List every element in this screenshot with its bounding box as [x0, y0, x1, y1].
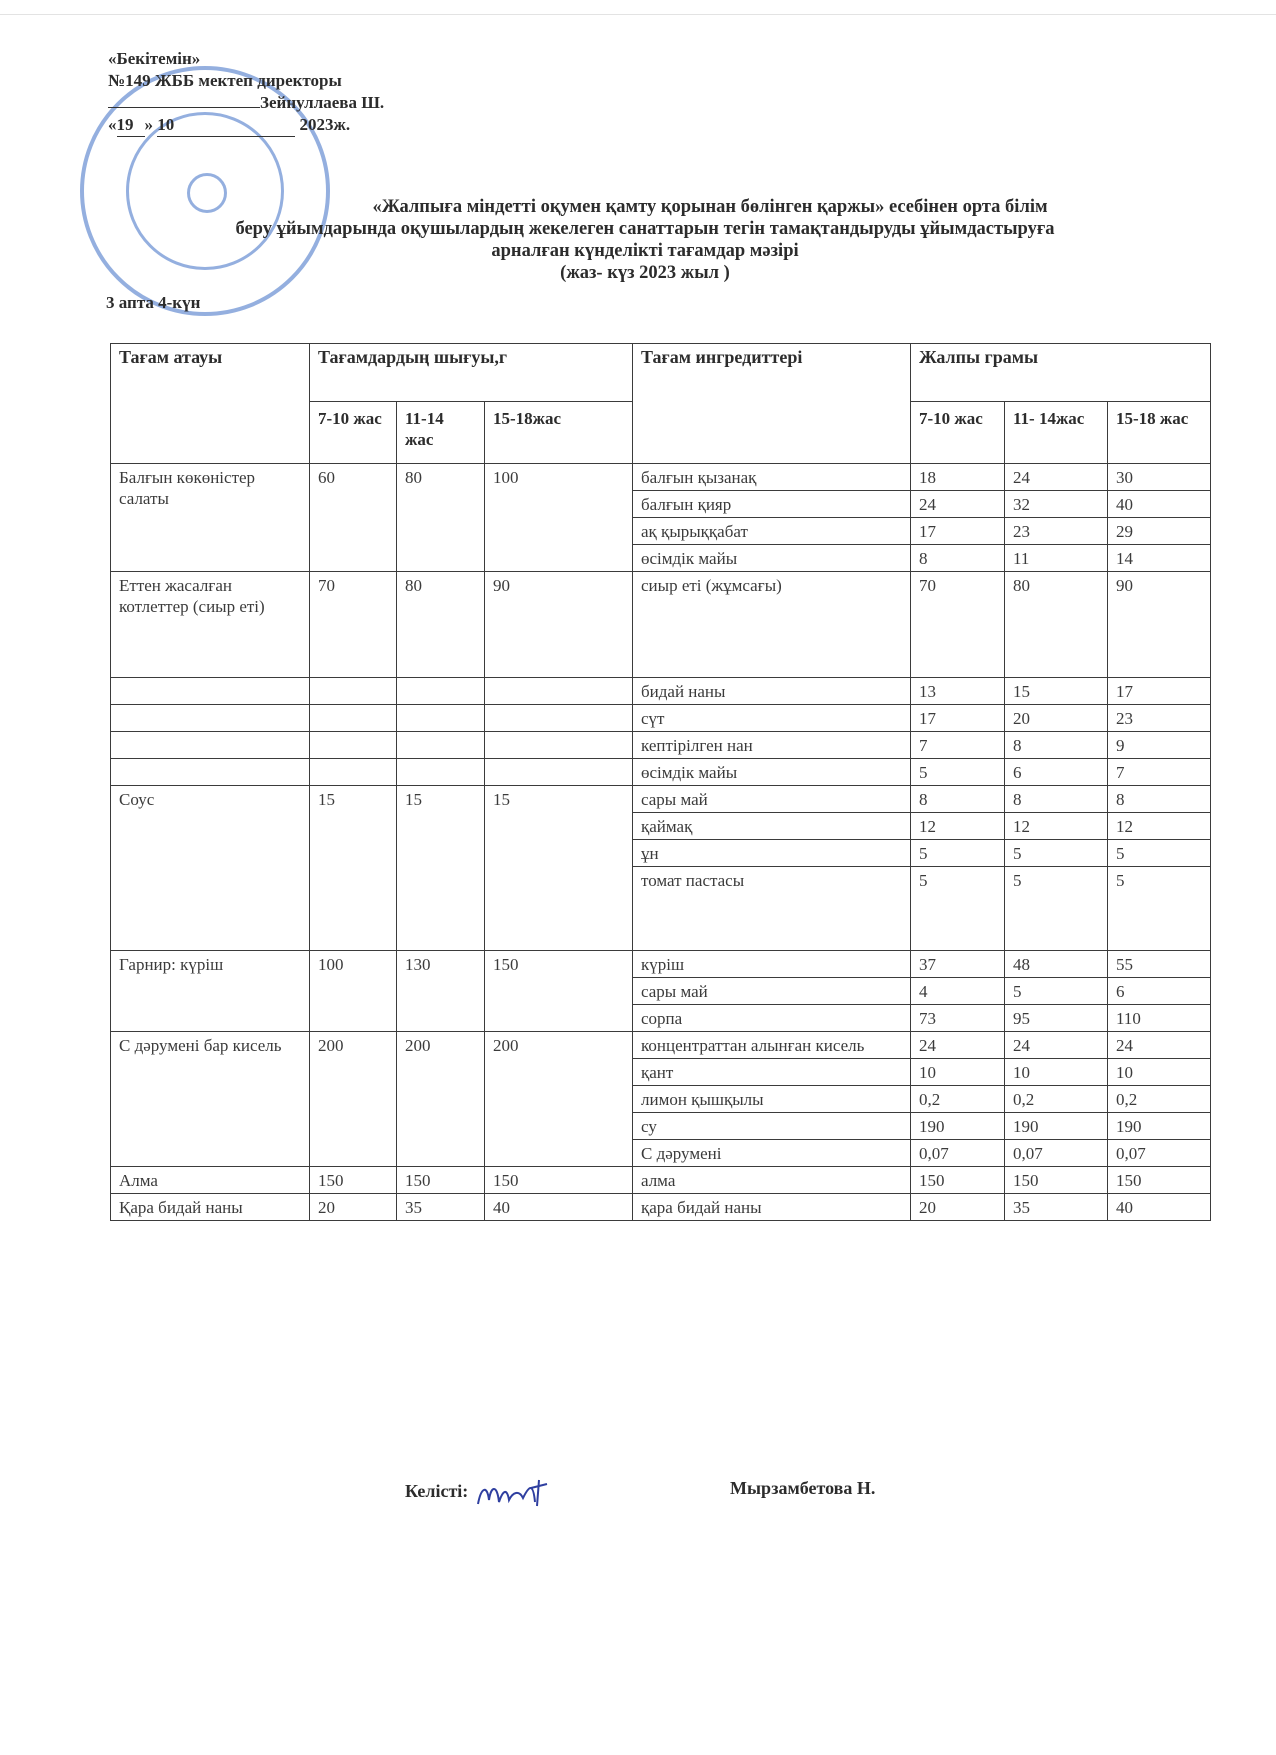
- total-2: 80: [1005, 572, 1108, 678]
- ingredient: өсімдік майы: [633, 759, 911, 786]
- total-1: 8: [911, 545, 1005, 572]
- total-2: 32: [1005, 491, 1108, 518]
- total-3: 17: [1108, 678, 1211, 705]
- header-yield: Тағамдардың шығуы,г: [310, 344, 633, 402]
- empty-cell: [111, 678, 310, 705]
- date-year: 2023ж.: [299, 115, 351, 134]
- total-1: 70: [911, 572, 1005, 678]
- total-3: 6: [1108, 978, 1211, 1005]
- total-3: 0,2: [1108, 1086, 1211, 1113]
- week-day-label: 3 апта 4-күн: [106, 293, 201, 312]
- total-1: 7: [911, 732, 1005, 759]
- agreed-person-name: Мырзамбетова Н.: [730, 1478, 876, 1498]
- menu-table: [110, 343, 1211, 1221]
- ingredient: өсімдік майы: [633, 545, 911, 572]
- total-1: 20: [911, 1194, 1005, 1221]
- total-2: 150: [1005, 1167, 1108, 1194]
- total-2: 35: [1005, 1194, 1108, 1221]
- total-3: 55: [1108, 951, 1211, 978]
- total-3: 24: [1108, 1032, 1211, 1059]
- yield-1: 100: [310, 951, 397, 1032]
- table-row: [111, 678, 1211, 705]
- header-total-age-1: 7-10 жас: [911, 402, 1005, 464]
- ingredient: бидай наны: [633, 678, 911, 705]
- date-month: 10: [157, 114, 295, 137]
- total-2: 20: [1005, 705, 1108, 732]
- total-3: 90: [1108, 572, 1211, 678]
- total-2: 15: [1005, 678, 1108, 705]
- total-1: 17: [911, 705, 1005, 732]
- dish-name: Балғын көкөністер салаты: [111, 464, 310, 572]
- total-2: 6: [1005, 759, 1108, 786]
- title-line-4: (жаз- күз 2023 жыл ): [560, 263, 730, 283]
- total-3: 5: [1108, 867, 1211, 951]
- total-1: 10: [911, 1059, 1005, 1086]
- table-row: [111, 1167, 1211, 1194]
- empty-cell: [310, 759, 397, 786]
- total-2: 5: [1005, 840, 1108, 867]
- total-1: 18: [911, 464, 1005, 491]
- yield-1: 200: [310, 1032, 397, 1167]
- total-3: 12: [1108, 813, 1211, 840]
- approval-signature-row: [108, 92, 384, 114]
- yield-3: 200: [485, 1032, 633, 1167]
- empty-cell: [485, 759, 633, 786]
- total-3: 10: [1108, 1059, 1211, 1086]
- yield-1: 150: [310, 1167, 397, 1194]
- header-ingredients: Тағам ингредиттері: [633, 344, 911, 464]
- ingredient: күріш: [633, 951, 911, 978]
- total-1: 12: [911, 813, 1005, 840]
- yield-3: 100: [485, 464, 633, 572]
- total-2: 8: [1005, 732, 1108, 759]
- empty-cell: [310, 678, 397, 705]
- total-3: 30: [1108, 464, 1211, 491]
- total-1: 190: [911, 1113, 1005, 1140]
- table-row: [111, 732, 1211, 759]
- table-row: [111, 705, 1211, 732]
- table-row: [111, 951, 1211, 978]
- total-2: 95: [1005, 1005, 1108, 1032]
- ingredient: сорпа: [633, 1005, 911, 1032]
- yield-2: 130: [397, 951, 485, 1032]
- total-3: 7: [1108, 759, 1211, 786]
- header-total-age-3: 15-18 жас: [1108, 402, 1211, 464]
- table-row: [111, 759, 1211, 786]
- empty-cell: [397, 678, 485, 705]
- total-3: 190: [1108, 1113, 1211, 1140]
- total-1: 13: [911, 678, 1005, 705]
- empty-cell: [397, 732, 485, 759]
- total-1: 0,07: [911, 1140, 1005, 1167]
- empty-cell: [485, 678, 633, 705]
- dish-name: Соус: [111, 786, 310, 951]
- ingredient: лимон қышқылы: [633, 1086, 911, 1113]
- yield-2: 80: [397, 572, 485, 678]
- total-1: 0,2: [911, 1086, 1005, 1113]
- date-day: 19: [117, 114, 145, 137]
- yield-3: 40: [485, 1194, 633, 1221]
- total-1: 8: [911, 786, 1005, 813]
- header-total-age-2: 11- 14жас: [1005, 402, 1108, 464]
- empty-cell: [111, 732, 310, 759]
- total-3: 14: [1108, 545, 1211, 572]
- ingredient: алма: [633, 1167, 911, 1194]
- yield-1: 60: [310, 464, 397, 572]
- total-1: 37: [911, 951, 1005, 978]
- total-1: 150: [911, 1167, 1005, 1194]
- table-row: [111, 572, 1211, 678]
- total-3: 40: [1108, 1194, 1211, 1221]
- document-title: [100, 196, 1190, 284]
- empty-cell: [310, 732, 397, 759]
- approval-title: «Бекітемін»: [108, 49, 201, 68]
- total-3: 8: [1108, 786, 1211, 813]
- total-2: 5: [1005, 867, 1108, 951]
- total-2: 0,2: [1005, 1086, 1108, 1113]
- total-2: 0,07: [1005, 1140, 1108, 1167]
- total-2: 11: [1005, 545, 1108, 572]
- total-1: 24: [911, 491, 1005, 518]
- total-1: 17: [911, 518, 1005, 545]
- total-1: 5: [911, 840, 1005, 867]
- dish-name: Қара бидай наны: [111, 1194, 310, 1221]
- total-2: 48: [1005, 951, 1108, 978]
- header-dish: Тағам атауы: [111, 344, 310, 464]
- ingredient: балғын қызанақ: [633, 464, 911, 491]
- dish-name: Гарнир: күріш: [111, 951, 310, 1032]
- yield-3: 90: [485, 572, 633, 678]
- agreed-label: Келісті:: [405, 1481, 469, 1502]
- total-3: 110: [1108, 1005, 1211, 1032]
- ingredient: ұн: [633, 840, 911, 867]
- ingredient: қара бидай наны: [633, 1194, 911, 1221]
- approval-date-row: «19 » 10 2023ж.: [108, 114, 384, 137]
- ingredient: С дәрумені: [633, 1140, 911, 1167]
- signature-line: [108, 93, 260, 108]
- ingredient: балғын қияр: [633, 491, 911, 518]
- ingredient: сары май: [633, 978, 911, 1005]
- dish-name: С дәрумені бар кисель: [111, 1032, 310, 1167]
- page-top-edge: [0, 14, 1276, 15]
- ingredient: сүт: [633, 705, 911, 732]
- approval-block: [108, 48, 384, 137]
- total-1: 24: [911, 1032, 1005, 1059]
- total-1: 73: [911, 1005, 1005, 1032]
- total-3: 40: [1108, 491, 1211, 518]
- yield-3: 15: [485, 786, 633, 951]
- total-2: 5: [1005, 978, 1108, 1005]
- dish-name: Еттен жасалған котлеттер (сиыр еті): [111, 572, 310, 678]
- table-row: [111, 464, 1211, 491]
- yield-1: 20: [310, 1194, 397, 1221]
- table-row: [111, 1194, 1211, 1221]
- total-1: 4: [911, 978, 1005, 1005]
- total-2: 190: [1005, 1113, 1108, 1140]
- ingredient: сиыр еті (жұмсағы): [633, 572, 911, 678]
- total-2: 12: [1005, 813, 1108, 840]
- total-3: 0,07: [1108, 1140, 1211, 1167]
- ingredient: томат пастасы: [633, 867, 911, 951]
- ingredient: қаймақ: [633, 813, 911, 840]
- total-2: 23: [1005, 518, 1108, 545]
- ingredient: кептірілген нан: [633, 732, 911, 759]
- signature-icon: [473, 1478, 563, 1508]
- title-line-2: беру ұйымдарында оқушылардың жекелеген санаттарын тегін тамақтандыруды ұйымдастыруға: [235, 219, 1055, 239]
- total-2: 24: [1005, 464, 1108, 491]
- yield-2: 80: [397, 464, 485, 572]
- total-2: 10: [1005, 1059, 1108, 1086]
- yield-1: 15: [310, 786, 397, 951]
- total-3: 9: [1108, 732, 1211, 759]
- table-header-row: [111, 344, 1211, 402]
- dish-name: Алма: [111, 1167, 310, 1194]
- empty-cell: [485, 705, 633, 732]
- total-3: 150: [1108, 1167, 1211, 1194]
- total-3: 29: [1108, 518, 1211, 545]
- total-3: 23: [1108, 705, 1211, 732]
- total-1: 5: [911, 867, 1005, 951]
- empty-cell: [485, 732, 633, 759]
- yield-3: 150: [485, 951, 633, 1032]
- header-total: Жалпы грамы: [911, 344, 1211, 402]
- approval-position: №149 ЖББ мектеп директоры: [108, 71, 342, 90]
- ingredient: сары май: [633, 786, 911, 813]
- yield-2: 200: [397, 1032, 485, 1167]
- total-1: 5: [911, 759, 1005, 786]
- empty-cell: [310, 705, 397, 732]
- ingredient: қант: [633, 1059, 911, 1086]
- empty-cell: [397, 759, 485, 786]
- ingredient: концентраттан алынған кисель: [633, 1032, 911, 1059]
- header-yield-age-1: 7-10 жас: [310, 402, 397, 464]
- table-row: [111, 1032, 1211, 1059]
- yield-2: 150: [397, 1167, 485, 1194]
- table-row: [111, 786, 1211, 813]
- yield-2: 35: [397, 1194, 485, 1221]
- title-line-3: арналған күнделікті тағамдар мәзірі: [491, 241, 799, 261]
- yield-2: 15: [397, 786, 485, 951]
- total-2: 24: [1005, 1032, 1108, 1059]
- title-line-1: «Жалпыға міндетті оқумен қамту қорынан бөлінген қаржы» есебінен орта білім: [372, 197, 1048, 217]
- yield-1: 70: [310, 572, 397, 678]
- ingredient: су: [633, 1113, 911, 1140]
- agreed-block: [405, 1478, 563, 1508]
- director-name: Зейнуллаева Ш.: [260, 93, 385, 112]
- yield-3: 150: [485, 1167, 633, 1194]
- ingredient: ақ қырыққабат: [633, 518, 911, 545]
- empty-cell: [111, 759, 310, 786]
- empty-cell: [397, 705, 485, 732]
- header-yield-age-3: 15-18жас: [485, 402, 633, 464]
- total-2: 8: [1005, 786, 1108, 813]
- header-yield-age-2: 11-14 жас: [397, 402, 485, 464]
- total-3: 5: [1108, 840, 1211, 867]
- empty-cell: [111, 705, 310, 732]
